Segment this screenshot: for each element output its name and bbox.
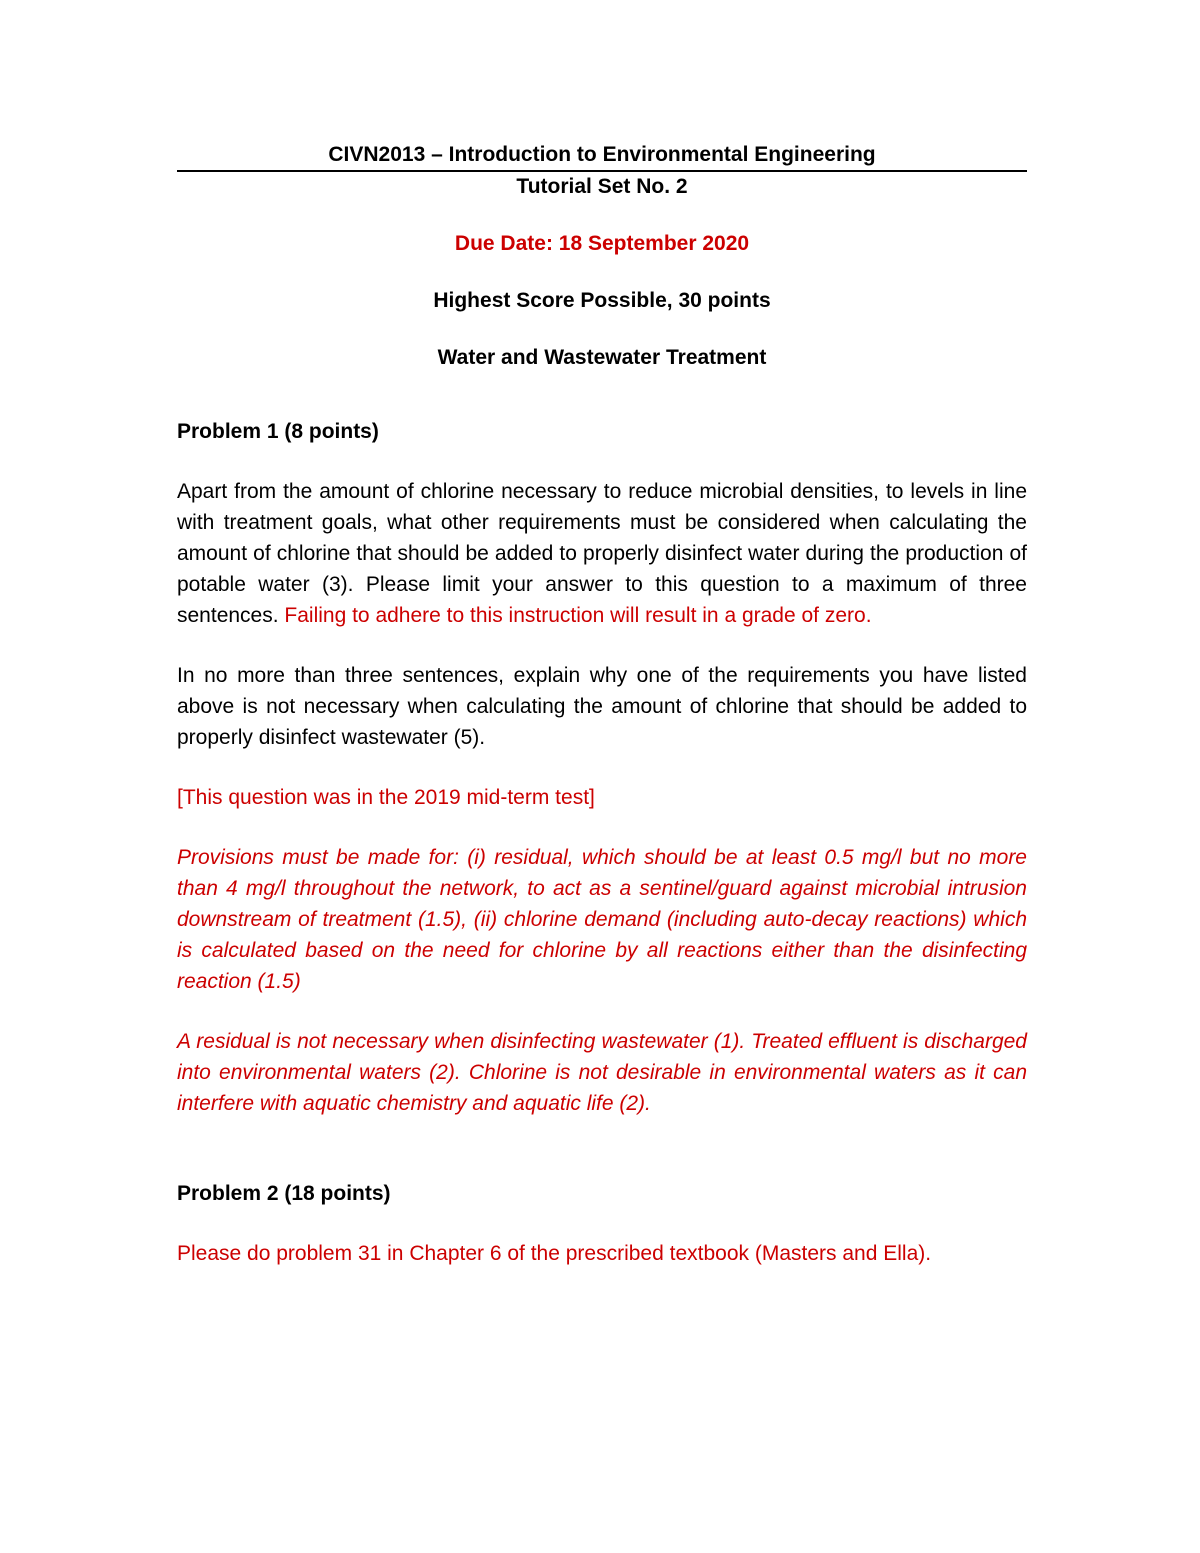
document-page <box>177 140 1027 1269</box>
problem2-text: Please do problem 31 in Chapter 6 of the prescribed textbook (Masters and Ella). <box>177 1242 932 1265</box>
due-date: Due Date: 18 September 2020 <box>454 232 750 255</box>
problem1-heading: Problem 1 (8 points) <box>177 420 379 443</box>
problem2-heading: Problem 2 (18 points) <box>177 1182 391 1205</box>
problem1-note: [This question was in the 2019 mid-term test] <box>177 786 595 809</box>
problem1-answer1: Provisions must be made for: (i) residual, which should be at least 0.5 mg/l but no more than 4 mg/l throughout the network, to act as a sentinel/guard against microbial intrusion downstream of treatment (1.5), (ii) chlorine demand (including auto-decay reactions) which is calculated based on the need for chlorine by all reactions either than the disinfecting reaction (1.5) <box>177 846 1027 993</box>
course-title: CIVN2013 – Introduction to Environmental Engineering <box>177 140 1027 172</box>
problem1-part2: In no more than three sentences, explain why one of the requirements you have listed above is not necessary when calculating the amount of chlorine that should be added to properly disinfect wastewater (5). <box>177 664 1027 749</box>
problem1-answer2: A residual is not necessary when disinfecting wastewater (1). Treated effluent is discharged into environmental waters (2). Chlorine is not desirable in environmental waters as it can interfere with aquatic chemistry and aquatic life (2). <box>177 1030 1027 1115</box>
highest-score: Highest Score Possible, 30 points <box>433 289 771 312</box>
topic-title: Water and Wastewater Treatment <box>437 346 767 369</box>
tutorial-set-title: Tutorial Set No. 2 <box>516 175 688 198</box>
problem1-warning: Failing to adhere to this instruction will result in a grade of zero. <box>284 604 872 627</box>
problem1-question <box>177 476 1027 631</box>
problem1-question-text: Apart from the amount of chlorine necessary to reduce microbial densities, to levels in line with treatment goals, what other requirements must be considered when calculating the amount of chlorine that should be added to properly disinfect water during the production of potable water (3). Please limit your answer to this question to a maximum of three sentences. <box>177 480 1027 627</box>
